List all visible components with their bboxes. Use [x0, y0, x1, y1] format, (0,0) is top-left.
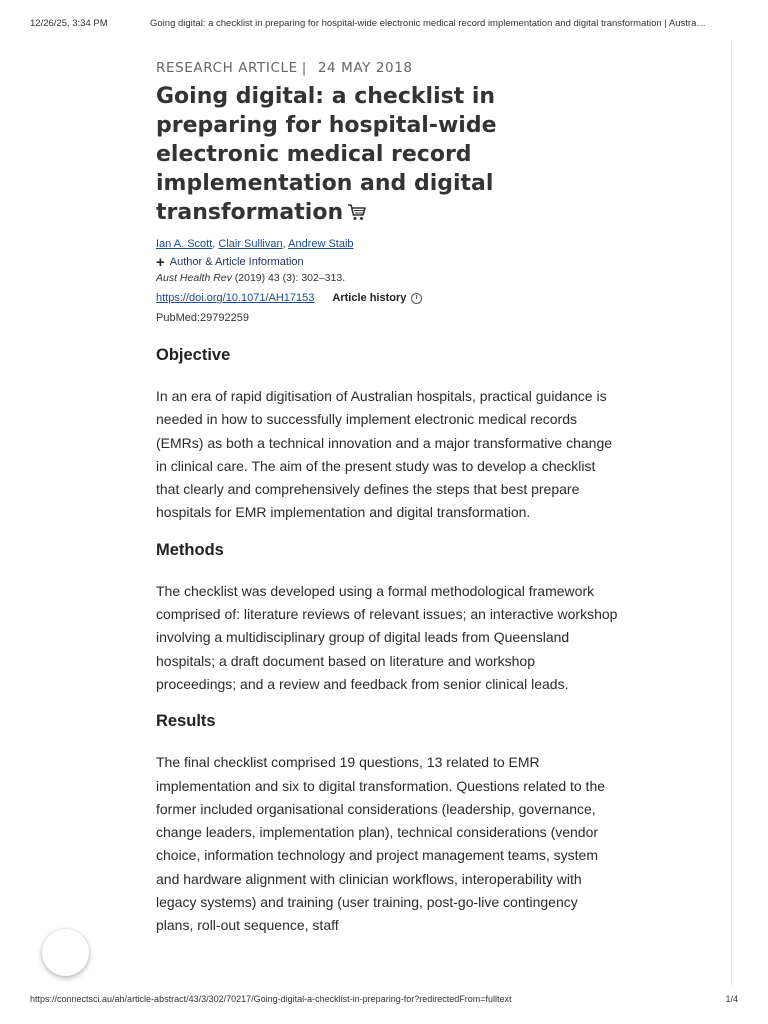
pubmed-reference [156, 312, 618, 324]
print-footer [30, 994, 738, 1004]
section-heading-methods: Methods [156, 540, 224, 559]
article-title [156, 82, 618, 230]
article-history-label: Article history [332, 292, 407, 304]
plus-icon: + [156, 253, 165, 271]
author-article-info-toggle[interactable] [156, 253, 618, 271]
right-divider [731, 42, 732, 986]
citation [156, 272, 618, 284]
clock-icon [411, 293, 422, 304]
doi-row [156, 292, 618, 304]
article-content [156, 60, 618, 954]
author-article-info-label: Author & Article Information [169, 256, 304, 268]
author-link[interactable]: Clair Sullivan [218, 238, 283, 250]
article-date: 24 MAY 2018 [317, 60, 413, 76]
article-history-button[interactable] [332, 292, 422, 304]
pubmed-label: PubMed: [156, 312, 201, 324]
print-url: https://connectsci.au/ah/article-abstract/43/3/302/70217/Going-digital-a-checklist-in-preparing-for?redirectedFrom=fulltext [30, 994, 512, 1004]
section-heading-results: Results [156, 712, 216, 731]
article-type: RESEARCH ARTICLE [156, 60, 298, 76]
author-link[interactable]: Andrew Staib [288, 238, 354, 250]
section-heading-objective: Objective [156, 346, 231, 364]
print-page-number: 1/4 [725, 994, 738, 1004]
section-body-methods: The checklist was developed using a formal methodological framework comprised of: literature reviews of relevant issues; an interactive workshop involving a multidisciplinary group of digital leads from Queensland hospitals; a draft document based on literature and workshop proceedings; and a review and feedback from senior clinical leads. [156, 582, 618, 692]
section-body-objective: In an era of rapid digitisation of Australian hospitals, practical guidance is needed in how to successfully implement electronic medical records (EMRs) as both a technical innovation and a major transformative change in clinical care. The aim of the present study was to develop a checklist that clearly and comprehensively defines the steps that best prepare hospitals for EMR implementation and digital transformation. [156, 388, 613, 521]
section-body-results: The final checklist comprised 19 questions, 13 related to EMR implementation and six to digital transformation. Questions related to the former included organisational considerations (leadership, governance, change leaders, implementation plan), technical considerations (vendor choice, information technology and project management teams, system and hardware alignment with clinician workflows, interoperability with legacy systems) and training (user training, post-go-live contingency plans, roll-out sequence, staff [156, 754, 606, 934]
article-title-text: Going digital: a checklist in preparing for hospital-wide electronic medical record implementation and digital transformation [156, 84, 497, 225]
author-list: Ian A. Scott, Clair Sullivan, Andrew Staib [156, 238, 354, 250]
print-page-title: Going digital: a checklist in preparing for hospital-wide electronic medical record implementation and digital transformation | Austra… [150, 18, 706, 29]
print-header [30, 18, 748, 29]
doi-link[interactable]: https://doi.org/10.1071/AH17153 [156, 292, 315, 304]
kicker-separator: | [301, 60, 307, 76]
citation-details: (2019) 43 (3): 302–313. [231, 272, 346, 284]
article-kicker [156, 60, 618, 76]
print-datetime: 12/26/25, 3:34 PM [30, 18, 108, 29]
author-link[interactable]: Ian A. Scott [156, 238, 213, 250]
floating-action-button[interactable] [42, 929, 89, 976]
pubmed-id[interactable]: 29792259 [200, 312, 249, 324]
journal-name: Aust Health Rev [156, 272, 232, 284]
shopping-cart-icon[interactable] [347, 201, 367, 230]
